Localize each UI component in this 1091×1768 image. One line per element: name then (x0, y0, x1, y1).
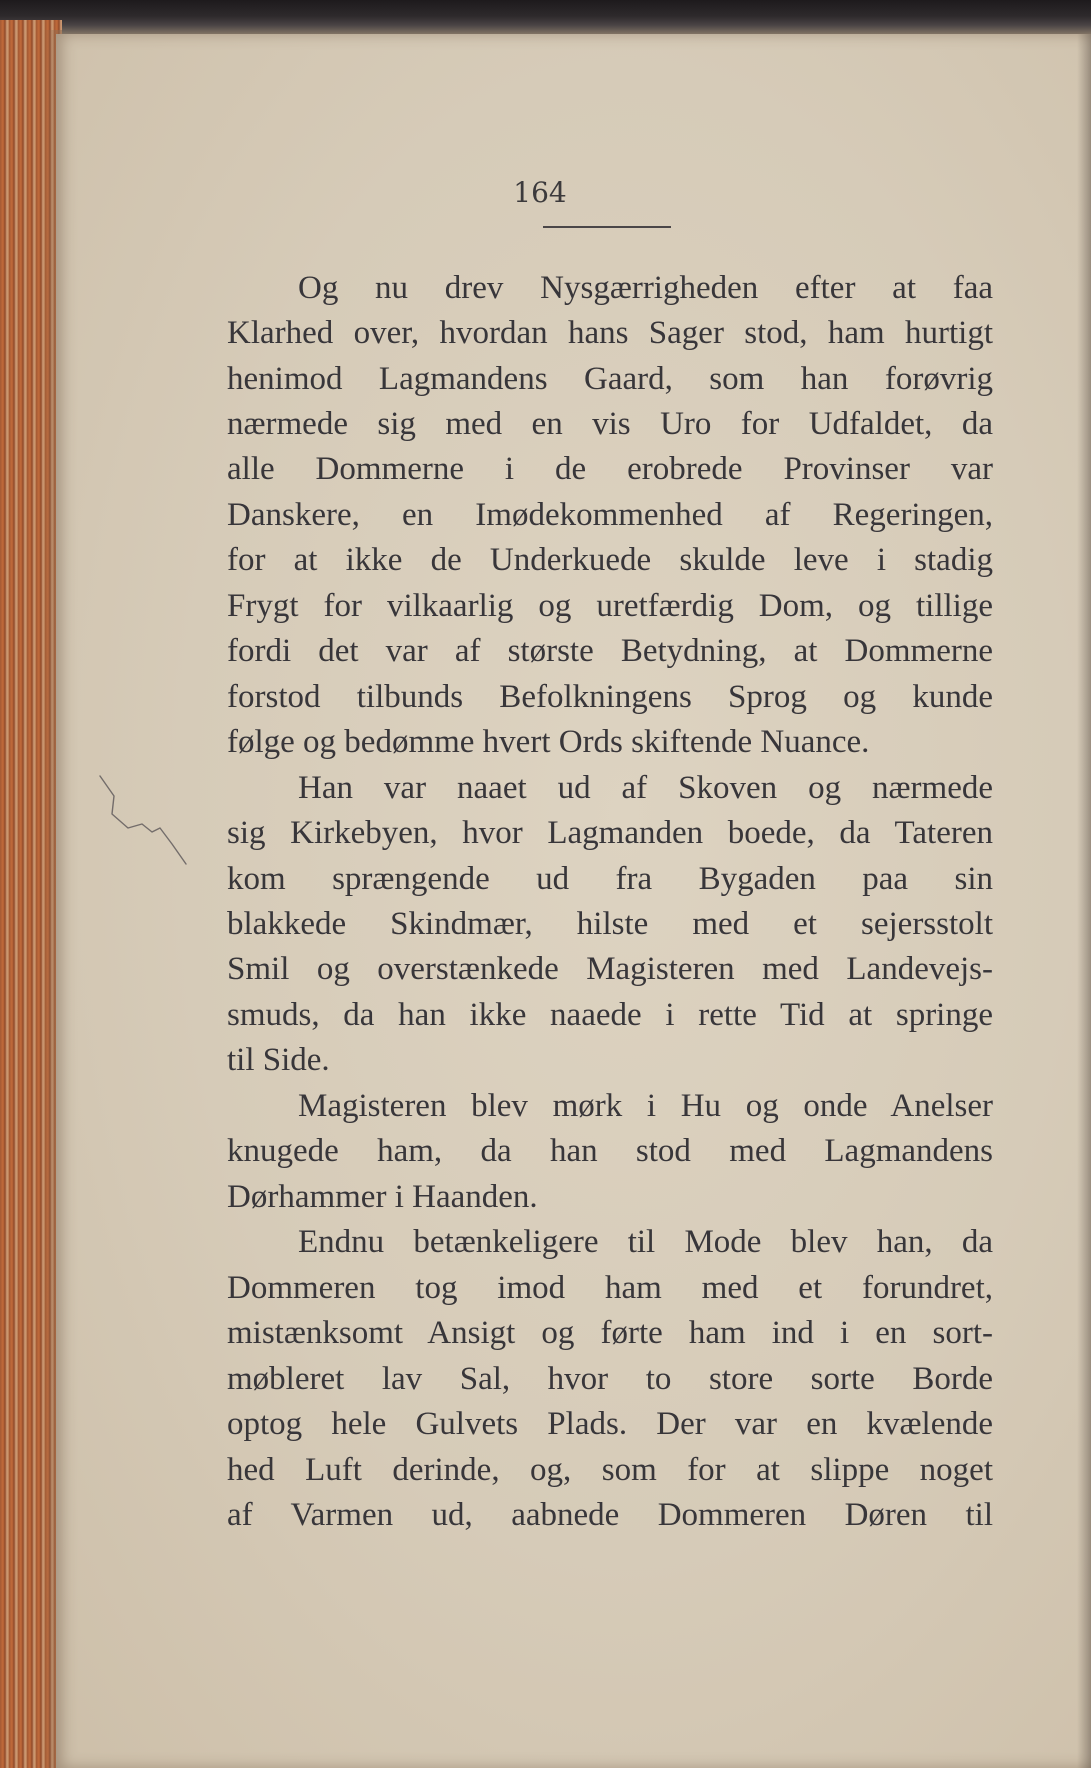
text-line: Danskere, en Imødekommenhed af Regeringen, (227, 497, 993, 533)
text-line: forstod tilbunds Befolkningens Sprog og kunde (227, 679, 993, 715)
pencil-margin-mark (92, 770, 202, 870)
text-line: Smil og overstænkede Magisteren med Landevejs- (227, 951, 993, 987)
page-number-rule (543, 226, 671, 228)
text-line: Dørhammer i Haanden. (227, 1179, 538, 1215)
text-line: knugede ham, da han stod med Lagmandens (227, 1133, 993, 1169)
text-line: hed Luft derinde, og, som for at slippe noget (227, 1452, 993, 1488)
text-line: af Varmen ud, aabnede Dommeren Døren til (227, 1497, 993, 1533)
text-line: blakkede Skindmær, hilste med et sejersstolt (227, 906, 993, 942)
text-line: nærmede sig med en vis Uro for Udfaldet, da (227, 406, 993, 442)
text-line: alle Dommerne i de erobrede Provinser var (227, 451, 993, 487)
page-right-shadow (1077, 34, 1091, 1768)
text-line: Frygt for vilkaarlig og uretfærdig Dom, og tillige (227, 588, 993, 624)
text-line: Magisteren blev mørk i Hu og onde Anelser (298, 1088, 993, 1124)
text-line: Klarhed over, hvordan hans Sager stod, ham hurtigt (227, 315, 993, 351)
book-binding-top (0, 0, 1091, 36)
text-line: Og nu drev Nysgærrigheden efter at faa (298, 270, 993, 306)
page-number: 164 (513, 176, 567, 209)
text-line: kom sprængende ud fra Bygaden paa sin (227, 861, 993, 897)
text-line: optog hele Gulvets Plads. Der var en kvælende (227, 1406, 993, 1442)
text-line: mistænksomt Ansigt og førte ham ind i en sort- (227, 1315, 993, 1351)
text-line: til Side. (227, 1042, 330, 1078)
text-line: Dommeren tog imod ham med et forundret, (227, 1270, 993, 1306)
text-line: fordi det var af største Betydning, at Dommerne (227, 633, 993, 669)
text-line: Endnu betænkeligere til Mode blev han, da (298, 1224, 993, 1260)
text-line: smuds, da han ikke naaede i rette Tid at springe (227, 997, 993, 1033)
text-line: henimod Lagmandens Gaard, som han forøvrig (227, 361, 993, 397)
text-line: møbleret lav Sal, hvor to store sorte Borde (227, 1361, 993, 1397)
text-line: Han var naaet ud af Skoven og nærmede (298, 770, 993, 806)
text-line: følge og bedømme hvert Ords skiftende Nuance. (227, 724, 870, 760)
text-line: sig Kirkebyen, hvor Lagmanden boede, da Tateren (227, 815, 993, 851)
text-line: for at ikke de Underkuede skulde leve i stadig (227, 542, 993, 578)
